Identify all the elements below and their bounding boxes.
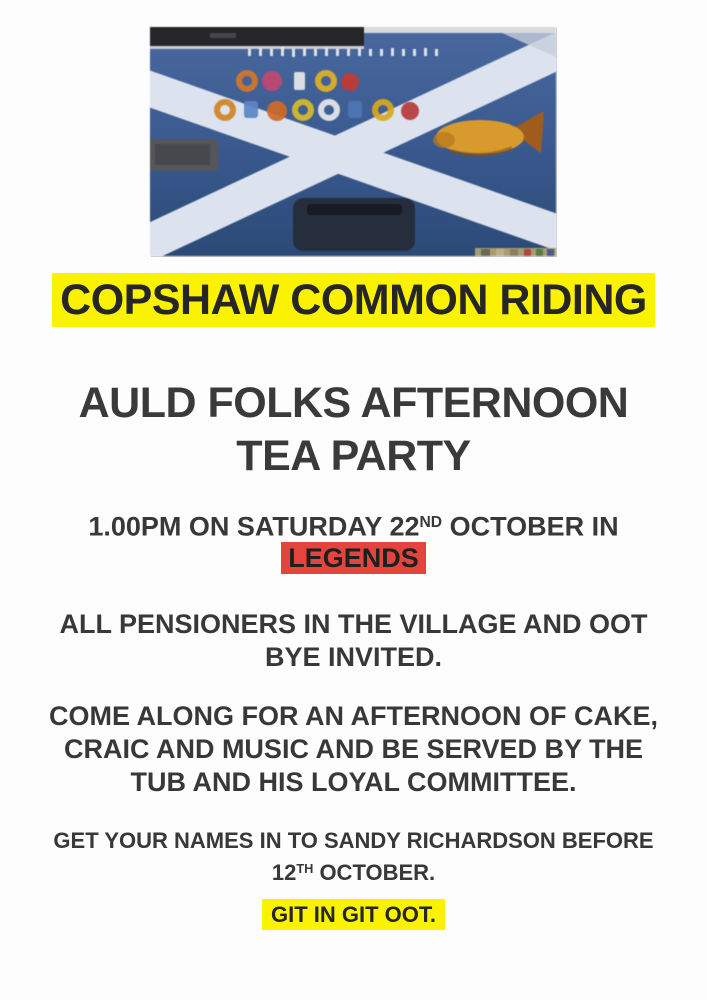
venue-row <box>0 542 707 574</box>
date-text: 1.00PM ON SATURDAY 22 <box>88 511 420 542</box>
saltire-flag-image <box>150 27 556 256</box>
bottom-dark-object <box>293 198 415 251</box>
date-ordinal-superscript: ND <box>419 514 443 531</box>
invite-line-1: ALL PENSIONERS IN THE VILLAGE AND OOT <box>59 609 648 639</box>
invite-line-2: BYE INVITED. <box>264 642 443 672</box>
left-dark-object <box>150 139 218 171</box>
venue-badge: LEGENDS <box>281 542 426 574</box>
footer-row <box>0 899 707 930</box>
details-paragraph <box>0 700 707 799</box>
details-line-3: TUB AND HIS LOYAL COMMITTEE. <box>130 767 577 797</box>
details-line-2: CRAIC AND MUSIC AND BE SERVED BY THE <box>63 734 644 764</box>
flag-photo <box>150 27 556 256</box>
rsvp-date: 12 <box>271 860 297 886</box>
page-title: COPSHAW COMMON RIDING <box>52 273 655 327</box>
rsvp-line-2 <box>0 855 707 887</box>
heading-line-1: AULD FOLKS AFTERNOON <box>78 379 629 427</box>
title-row <box>0 273 707 327</box>
details-line-1: COME ALONG FOR AN AFTERNOON OF CAKE, <box>49 701 658 731</box>
heading-line-2: TEA PARTY <box>236 432 471 480</box>
footer-slogan: GIT IN GIT OOT. <box>262 899 445 930</box>
rsvp-paragraph <box>0 827 707 887</box>
main-heading <box>0 377 707 483</box>
date-line <box>0 506 707 544</box>
rsvp-line-1: GET YOUR NAMES IN TO SANDY RICHARDSON BEFORE <box>53 828 654 853</box>
invite-paragraph <box>0 608 707 674</box>
rsvp-ordinal-superscript: TH <box>296 861 314 876</box>
bottom-right-strip <box>475 248 556 256</box>
date-text-continued: OCTOBER IN <box>442 511 619 542</box>
rsvp-date-continued: OCTOBER. <box>313 860 436 886</box>
